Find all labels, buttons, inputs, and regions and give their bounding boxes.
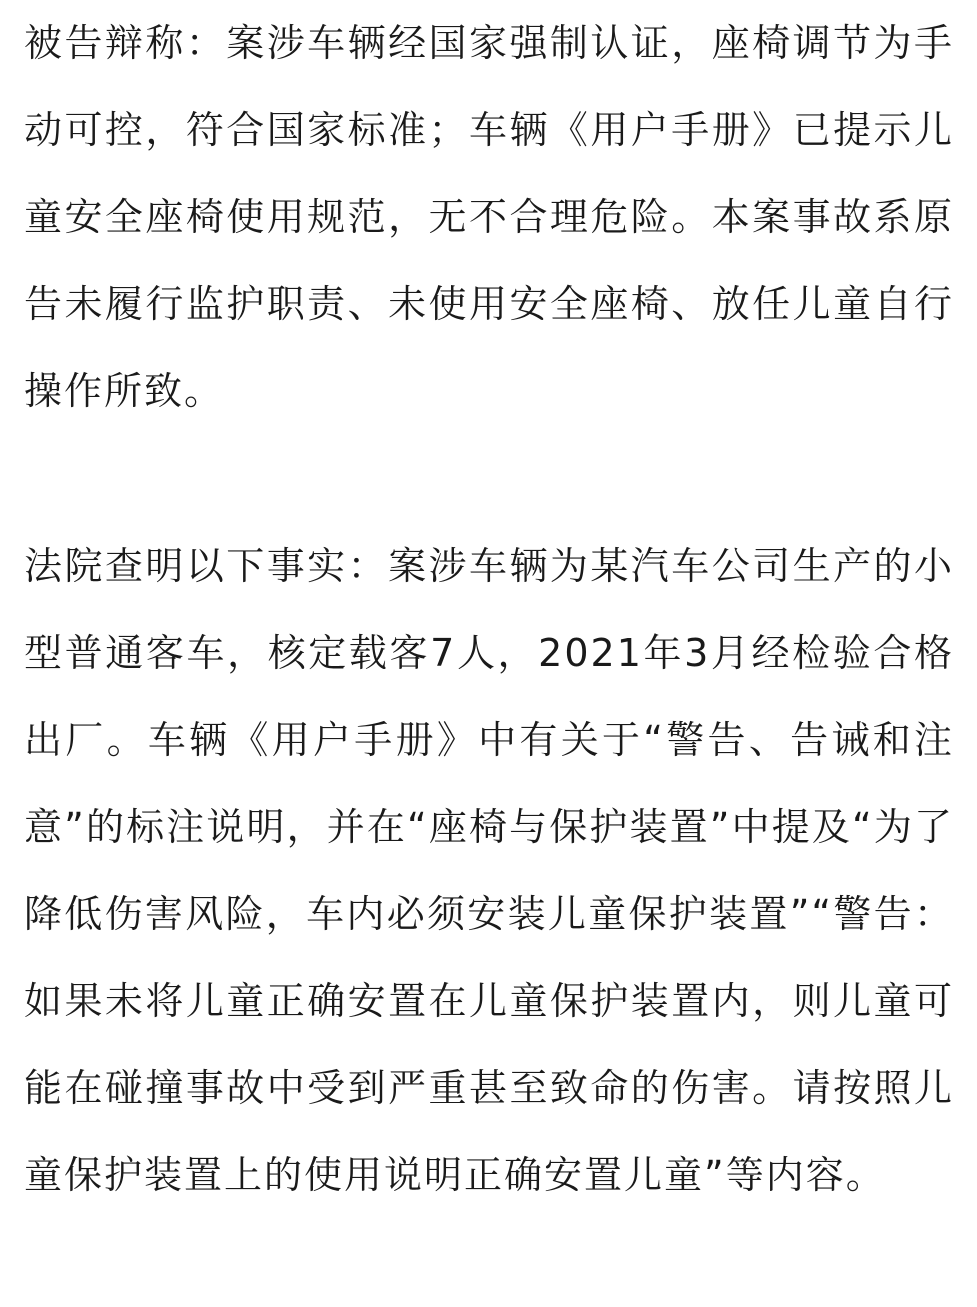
paragraph-court-findings: 法院查明以下事实：案涉车辆为某汽车公司生产的小型普通客车，核定载客7人，2021年3月经检验合格出厂。车辆《用户手册》中有关于“警告、告诫和注意”的标注说明，并在“座椅与保护装置”中提及“为了降低伤害风险，车内必须安装儿童保护装置”“警告：如果未将儿童正确安置在儿童保护装置内，则儿童可能在碰撞事故中受到严重甚至致命的伤害。请按照儿童保护装置上的使用说明正确安置儿童”等内容。 xyxy=(24,544,954,1197)
paragraph-defendant-argument: 被告辩称：案涉车辆经国家强制认证，座椅调节为手动可控，符合国家标准；车辆《用户手册》已提示儿童安全座椅使用规范，无不合理危险。本案事故系原告未履行监护职责、未使用安全座椅、放任儿童自行操作所致。 xyxy=(24,21,954,413)
article-body xyxy=(24,0,954,1219)
